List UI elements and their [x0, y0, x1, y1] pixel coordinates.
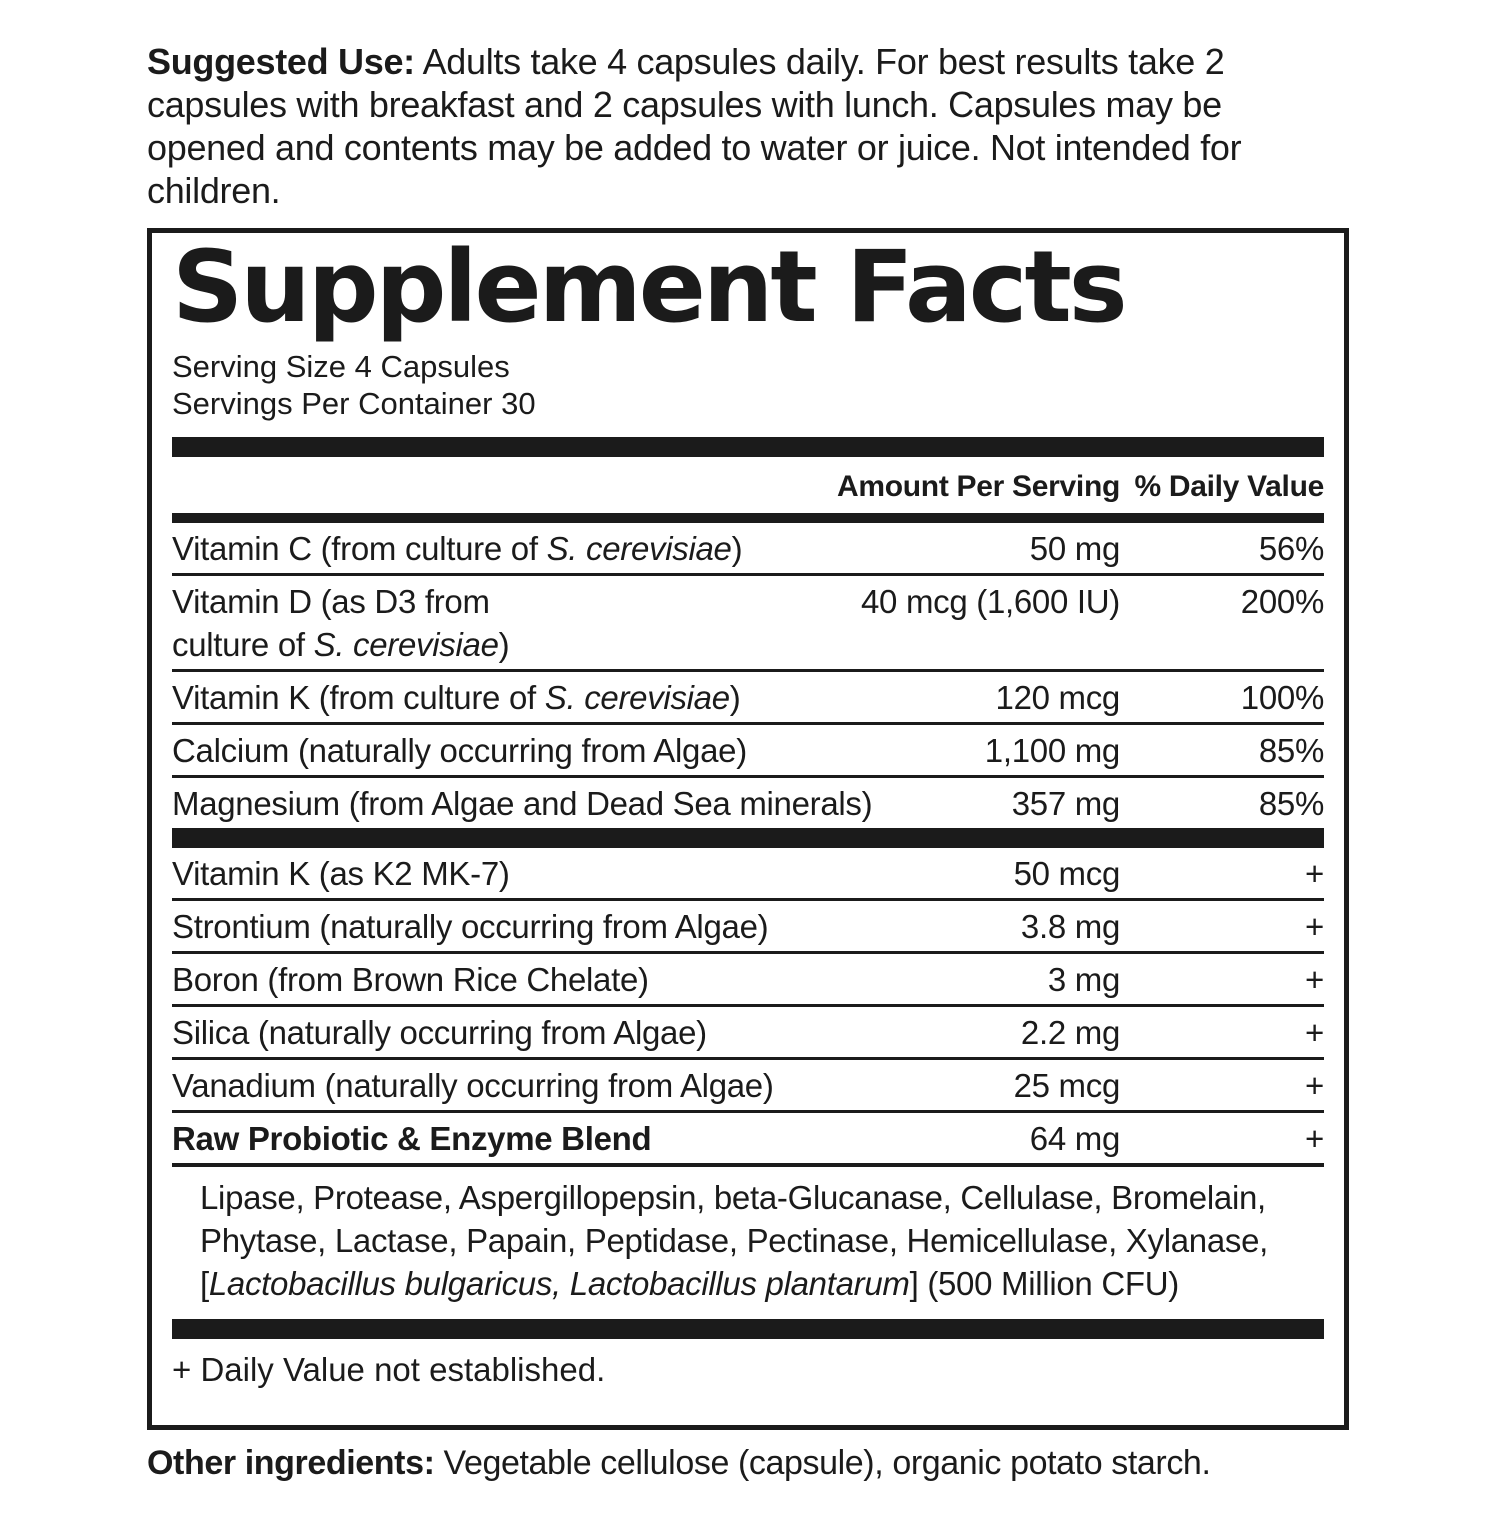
column-header-daily-value: % Daily Value — [1134, 469, 1324, 503]
ingredient-name: Vitamin C (from culture of S. cerevisiae) — [172, 529, 743, 567]
amount-value: 120 mcg — [995, 678, 1120, 716]
daily-value-cell: 200% — [1240, 582, 1324, 620]
label-content — [147, 40, 1357, 1518]
footnote-daily-value: + Daily Value not established. — [172, 1350, 606, 1388]
section-divider — [172, 437, 1324, 457]
ingredient-row-magnesium — [172, 778, 1324, 828]
ingredient-name: Calcium (naturally occurring from Algae) — [172, 731, 747, 769]
daily-value-cell: 85% — [1258, 731, 1324, 769]
ingredient-row-vitamin-k2 — [172, 848, 1324, 901]
ingredient-name: Vanadium (naturally occurring from Algae) — [172, 1066, 774, 1104]
panel-title: Supplement Facts — [172, 230, 1125, 345]
column-header-amount: Amount Per Serving — [837, 469, 1120, 503]
ingredient-name: Raw Probiotic & Enzyme Blend — [172, 1119, 652, 1157]
amount-value: 2.2 mg — [1020, 1013, 1120, 1051]
other-ingredients-text — [147, 1442, 1357, 1484]
amount-value: 3 mg — [1047, 960, 1120, 998]
amount-value: 25 mcg — [1013, 1066, 1120, 1104]
ingredient-name: Boron (from Brown Rice Chelate) — [172, 960, 649, 998]
serving-info — [172, 348, 1324, 422]
suggested-use-text — [147, 40, 1347, 212]
ingredient-row-vitamin-c — [172, 523, 1324, 576]
ingredient-row-probiotic-enzyme-blend — [172, 1113, 1324, 1167]
amount-value: 50 mg — [1029, 529, 1120, 567]
ingredient-name: Strontium (naturally occurring from Algae) — [172, 907, 769, 945]
ingredient-row-silica — [172, 1007, 1324, 1060]
daily-value-cell: + — [1305, 854, 1324, 892]
section-divider — [172, 1319, 1324, 1339]
ingredient-row-boron — [172, 954, 1324, 1007]
suggested-use-body: Adults take 4 capsules daily. For best results take 2 capsules with breakfast and 2 capsules with lunch. Capsules may be opened and contents may be added to water or juice. Not intended for children. — [147, 41, 1242, 211]
ingredient-name: Silica (naturally occurring from Algae) — [172, 1013, 707, 1051]
amount-value: 1,100 mg — [984, 731, 1120, 769]
ingredient-row-calcium — [172, 725, 1324, 778]
other-ingredients-body: Vegetable cellulose (capsule), organic potato starch. — [443, 1444, 1211, 1482]
daily-value-cell: + — [1305, 1066, 1324, 1104]
ingredient-row-vitamin-d — [172, 576, 1324, 672]
daily-value-cell: 85% — [1258, 784, 1324, 822]
serving-size: Serving Size 4 Capsules — [172, 348, 510, 384]
ingredient-row-strontium — [172, 901, 1324, 954]
header-divider — [172, 513, 1324, 523]
daily-value-cell: + — [1305, 960, 1324, 998]
amount-value: 64 mg — [1029, 1119, 1120, 1157]
suggested-use-label: Suggested Use: — [147, 41, 415, 82]
supplement-facts-panel — [147, 228, 1349, 1430]
daily-value-cell: + — [1305, 1013, 1324, 1051]
blend-description: Lipase, Protease, Aspergillopepsin, beta-Glucanase, Cellulase, Bromelain, Phytase, Lactase, Papain, Peptidase, Pectinase, Hemicellulase, Xylanase, [Lactobacillus bulgaricus, Lactobacillus plantarum] (500 Million CFU) — [200, 1178, 1269, 1302]
table-header-row — [172, 457, 1324, 513]
other-ingredients-label: Other ingredients: — [147, 1444, 435, 1482]
section-divider — [172, 828, 1324, 848]
ingredient-row-vanadium — [172, 1060, 1324, 1113]
ingredient-name: Vitamin K (from culture of S. cerevisiae) — [172, 678, 741, 716]
ingredient-name: Vitamin D (as D3 from culture of S. cerevisiae) — [172, 582, 510, 663]
amount-value: 50 mcg — [1013, 854, 1120, 892]
ingredient-name: Magnesium (from Algae and Dead Sea minerals) — [172, 784, 873, 822]
ingredient-name: Vitamin K (as K2 MK-7) — [172, 854, 510, 892]
amount-value: 3.8 mg — [1020, 907, 1120, 945]
daily-value-cell: 56% — [1258, 529, 1324, 567]
daily-value-cell: + — [1305, 1119, 1324, 1157]
daily-value-cell: 100% — [1240, 678, 1324, 716]
daily-value-cell: + — [1305, 907, 1324, 945]
servings-per-container: Servings Per Container 30 — [172, 385, 536, 421]
amount-value: 357 mg — [1011, 784, 1120, 822]
ingredient-row-vitamin-k1 — [172, 672, 1324, 725]
amount-value: 40 mcg (1,600 IU) — [860, 582, 1120, 620]
